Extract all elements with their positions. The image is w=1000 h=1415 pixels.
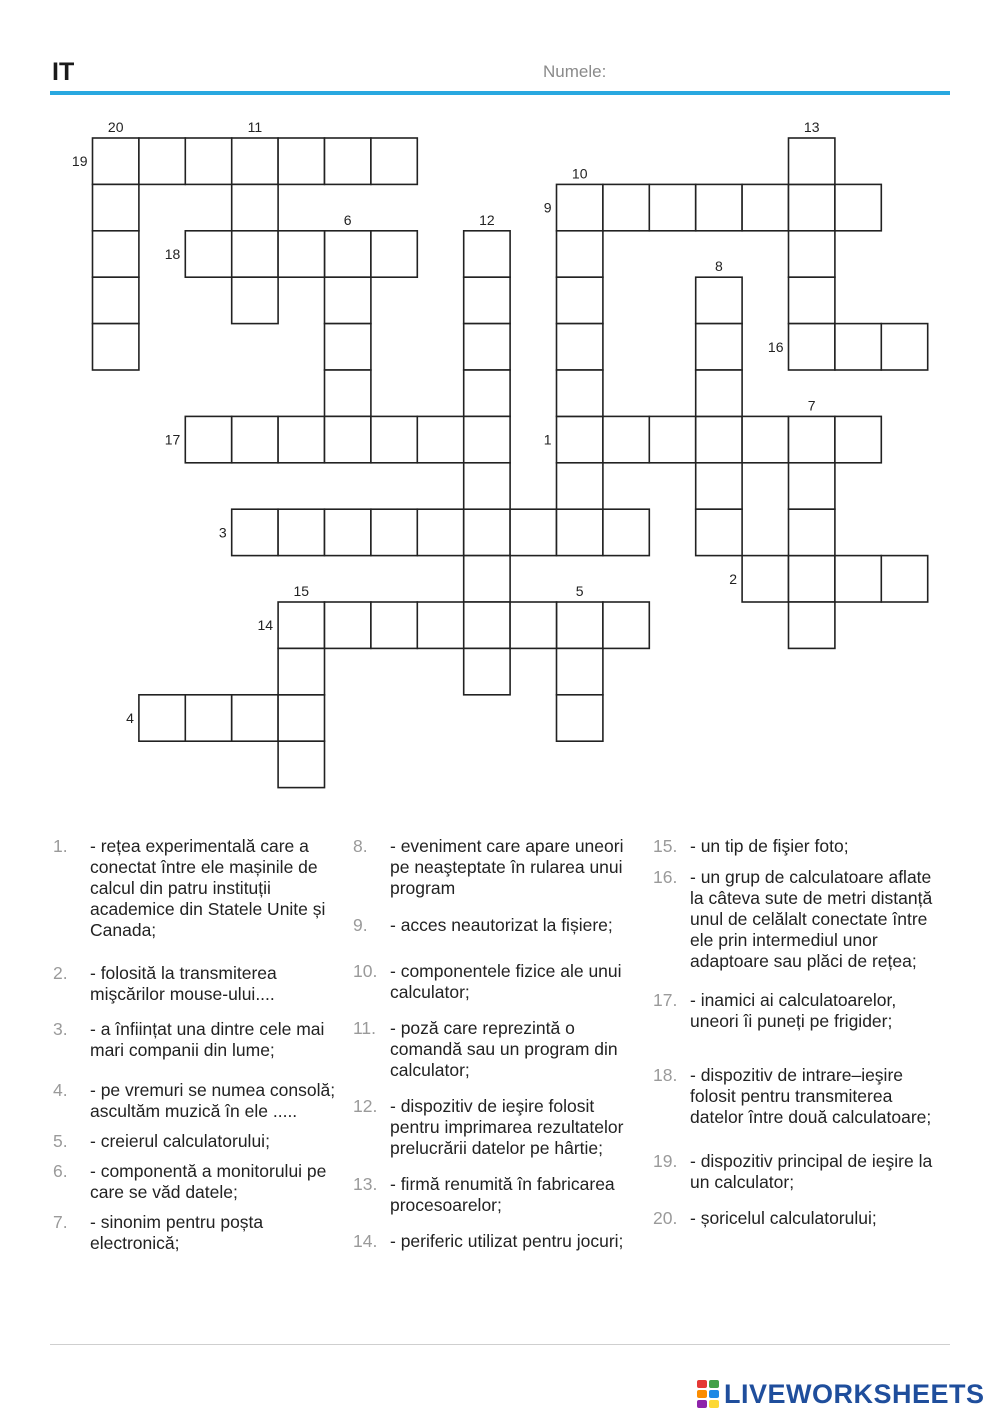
clue-number-16: 16 xyxy=(767,338,784,355)
crossword-cell[interactable] xyxy=(371,138,417,184)
crossword-cell[interactable] xyxy=(557,231,603,277)
crossword-cell[interactable] xyxy=(557,463,603,509)
crossword-cell[interactable] xyxy=(232,509,278,555)
crossword-cell[interactable] xyxy=(278,416,324,462)
clue-item-text: - șoricelul calculatorului; xyxy=(690,1208,877,1228)
clue-number-6: 6 xyxy=(343,211,352,228)
clue-number-19: 19 xyxy=(71,153,88,170)
crossword-cell[interactable] xyxy=(278,138,324,184)
clue-item-number: 16. xyxy=(653,867,678,887)
clue-item-number: 17. xyxy=(653,990,678,1010)
crossword-cell[interactable] xyxy=(696,463,742,509)
crossword-cell[interactable] xyxy=(603,509,649,555)
clue-item-text: - inamici ai calculatoarelor, uneori îi puneți pe frigider; xyxy=(690,990,897,1031)
crossword-cell[interactable] xyxy=(325,370,371,416)
clue-item-number: 2. xyxy=(53,963,68,983)
crossword-cell[interactable] xyxy=(139,138,185,184)
crossword-cell[interactable] xyxy=(93,277,139,323)
crossword-cell[interactable] xyxy=(93,324,139,370)
worksheet-title: IT xyxy=(52,58,75,86)
footer-divider xyxy=(50,1344,950,1345)
clue-number-18: 18 xyxy=(164,246,181,262)
clue-item-text: - dispozitiv principal de ieşire la un calculator; xyxy=(690,1151,933,1192)
crossword-cell[interactable] xyxy=(789,509,835,555)
clue-number-4: 4 xyxy=(126,710,134,726)
clue-item-text: - eveniment care apare uneori pe neaşteptate în rularea unui program xyxy=(390,836,624,898)
clue-item-number: 15. xyxy=(653,836,678,856)
clue-item-text: - a înființat una dintre cele mai mari companii din lume; xyxy=(90,1019,325,1060)
crossword-cell[interactable] xyxy=(649,184,695,230)
crossword-cell[interactable] xyxy=(232,184,278,230)
crossword-cell[interactable] xyxy=(278,741,324,787)
clue-number-12: 12 xyxy=(479,211,495,228)
crossword-cell[interactable] xyxy=(278,648,324,694)
clues-column-2 xyxy=(353,836,643,1252)
crossword-cell[interactable] xyxy=(510,602,556,648)
clue-item xyxy=(653,990,943,1032)
crossword-cell[interactable] xyxy=(742,556,788,602)
crossword-cell[interactable] xyxy=(835,556,881,602)
brand-logo[interactable] xyxy=(696,1377,985,1411)
clue-number-9: 9 xyxy=(543,199,552,216)
clue-item-text: - poză care reprezintă o comandă sau un program din calculator; xyxy=(390,1018,618,1080)
crossword-cell[interactable] xyxy=(232,277,278,323)
crossword-cell[interactable] xyxy=(557,370,603,416)
clue-item-number: 13. xyxy=(353,1174,378,1194)
crossword-cell[interactable] xyxy=(464,648,510,694)
clue-number-1: 1 xyxy=(543,431,552,448)
clue-item xyxy=(653,836,943,857)
crossword-cell[interactable] xyxy=(789,324,835,370)
clue-item xyxy=(53,963,343,1005)
crossword-cell[interactable] xyxy=(232,695,278,741)
clue-item-text: - periferic utilizat pentru jocuri; xyxy=(390,1231,624,1251)
crossword-cell[interactable] xyxy=(696,277,742,323)
clue-item-number: 18. xyxy=(653,1065,678,1085)
crossword-cell[interactable] xyxy=(464,556,510,602)
crossword-cell[interactable] xyxy=(557,416,603,462)
clue-item xyxy=(353,1174,643,1216)
crossword-cell[interactable] xyxy=(789,277,835,323)
clue-item xyxy=(653,867,943,972)
clue-item-number: 4. xyxy=(53,1080,68,1100)
crossword-cell[interactable] xyxy=(696,324,742,370)
brand-name: LIVEWORKSHEETS xyxy=(724,1378,985,1409)
clue-item xyxy=(653,1151,943,1193)
crossword-cell[interactable] xyxy=(464,324,510,370)
crossword-cell[interactable] xyxy=(557,509,603,555)
clue-item xyxy=(353,1231,643,1252)
clue-item-text: - un tip de fişier foto; xyxy=(690,836,849,856)
crossword-cell[interactable] xyxy=(603,184,649,230)
crossword-cell[interactable] xyxy=(417,416,463,462)
clue-item-number: 9. xyxy=(353,915,368,935)
crossword-cell[interactable] xyxy=(278,602,324,648)
crossword-cell[interactable] xyxy=(557,277,603,323)
clue-number-10: 10 xyxy=(571,165,588,182)
clue-number-8: 8 xyxy=(715,258,723,275)
clue-item-number: 12. xyxy=(353,1096,378,1116)
crossword-cell[interactable] xyxy=(185,695,231,741)
crossword-cell[interactable] xyxy=(789,416,835,462)
crossword-cell[interactable] xyxy=(139,695,185,741)
clue-number-3: 3 xyxy=(218,524,227,541)
clue-number-20: 20 xyxy=(107,119,124,135)
crossword-cell[interactable] xyxy=(464,231,510,277)
clue-item-text: - componentele fizice ale unui calculator; xyxy=(390,961,622,1002)
clue-item-number: 3. xyxy=(53,1019,68,1039)
clue-item-number: 7. xyxy=(53,1212,68,1232)
crossword-cell[interactable] xyxy=(93,138,139,184)
crossword-cell[interactable] xyxy=(789,231,835,277)
clue-item-text: - creierul calculatorului; xyxy=(90,1131,270,1151)
clue-number-13: 13 xyxy=(803,119,820,135)
clue-item-text: - pe vremuri se numea consolă; ascultăm muzică în ele ..... xyxy=(90,1080,336,1121)
crossword-cell[interactable] xyxy=(417,509,463,555)
crossword-cell[interactable] xyxy=(557,648,603,694)
crossword-cell[interactable] xyxy=(93,184,139,230)
crossword-cell[interactable] xyxy=(649,416,695,462)
clue-item-text: - rețea experimentală care a conectat între ele mașinile de calcul din patru instituții academice din Statele Unite și Canada; xyxy=(90,836,326,940)
clues-column-3 xyxy=(653,836,943,1229)
clue-item-text: - un grup de calculatoare aflate la câteva sute de metri distanță unul de celălalt conectate între ele prin intermediul unor adaptoare sau plăci de rețea; xyxy=(690,867,933,971)
crossword-cell[interactable] xyxy=(464,602,510,648)
clue-item xyxy=(353,1096,643,1159)
crossword-cell[interactable] xyxy=(557,695,603,741)
clue-item-number: 11. xyxy=(353,1018,377,1038)
crossword-cell[interactable] xyxy=(603,602,649,648)
clue-item-number: 10. xyxy=(353,961,378,981)
crossword-cell[interactable] xyxy=(603,416,649,462)
crossword-cell[interactable] xyxy=(835,184,881,230)
crossword-cell[interactable] xyxy=(278,231,324,277)
clue-number-5: 5 xyxy=(575,583,584,599)
crossword-cell[interactable] xyxy=(371,416,417,462)
clue-item xyxy=(353,961,643,1003)
clue-number-15: 15 xyxy=(293,583,310,599)
crossword-cell[interactable] xyxy=(696,416,742,462)
clue-item-number: 6. xyxy=(53,1161,68,1181)
clue-number-17: 17 xyxy=(164,431,181,448)
clue-number-11: 11 xyxy=(247,119,263,135)
name-label: Numele: xyxy=(543,62,607,81)
clue-item xyxy=(53,1080,343,1122)
clue-item-text: - dispozitiv de intrare–ieşire folosit pentru transmiterea datelor între două calculatoare; xyxy=(690,1065,932,1127)
clue-item xyxy=(53,1212,343,1254)
crossword-cell[interactable] xyxy=(742,416,788,462)
clue-item-text: - componentă a monitorului pe care se văd datele; xyxy=(90,1161,327,1202)
crossword-cell[interactable] xyxy=(325,138,371,184)
crossword-cell[interactable] xyxy=(464,277,510,323)
crossword-cell[interactable] xyxy=(278,695,324,741)
crossword-cell[interactable] xyxy=(185,231,231,277)
crossword-cell[interactable] xyxy=(696,184,742,230)
clue-item xyxy=(653,1065,943,1128)
crossword-cell[interactable] xyxy=(696,370,742,416)
crossword-cell[interactable] xyxy=(371,509,417,555)
crossword-cell[interactable] xyxy=(325,277,371,323)
crossword-cell[interactable] xyxy=(464,463,510,509)
crossword-cell[interactable] xyxy=(789,184,835,230)
crossword-cell[interactable] xyxy=(835,324,881,370)
crossword-cell[interactable] xyxy=(93,231,139,277)
crossword-cell[interactable] xyxy=(371,231,417,277)
clue-item xyxy=(353,1018,643,1081)
crossword-cell[interactable] xyxy=(325,602,371,648)
crossword-cell[interactable] xyxy=(789,602,835,648)
clue-number-7: 7 xyxy=(807,397,816,414)
clue-item-number: 20. xyxy=(653,1208,678,1228)
crossword-cell[interactable] xyxy=(325,231,371,277)
clue-item-number: 1. xyxy=(53,836,68,856)
crossword-cell[interactable] xyxy=(325,416,371,462)
clue-item xyxy=(53,1019,343,1061)
crossword-cell[interactable] xyxy=(835,416,881,462)
crossword-cell[interactable] xyxy=(464,370,510,416)
clue-item xyxy=(653,1208,943,1229)
clues-column-1 xyxy=(53,836,343,1254)
clue-item xyxy=(353,836,643,899)
crossword-cell[interactable] xyxy=(185,416,231,462)
crossword-cell[interactable] xyxy=(185,138,231,184)
clue-item-text: - dispozitiv de ieşire folosit pentru imprimarea rezultatelor prelucrării datelor pe hârtie; xyxy=(390,1096,624,1158)
crossword-cell[interactable] xyxy=(789,138,835,184)
clue-item-text: - sinonim pentru poșta electronică; xyxy=(90,1212,264,1253)
crossword-cell[interactable] xyxy=(789,463,835,509)
crossword-cell[interactable] xyxy=(881,324,927,370)
clue-item-number: 5. xyxy=(53,1131,68,1151)
clue-item-number: 19. xyxy=(653,1151,678,1171)
crossword-cell[interactable] xyxy=(881,556,927,602)
crossword-cell[interactable] xyxy=(464,509,510,555)
crossword-cell[interactable] xyxy=(325,324,371,370)
clue-item-text: - firmă renumită în fabricarea procesoarelor; xyxy=(390,1174,615,1215)
crossword-cell[interactable] xyxy=(232,416,278,462)
clue-item xyxy=(53,1131,343,1152)
liveworksheets-logo-icon xyxy=(696,1379,720,1409)
clue-item xyxy=(53,1161,343,1203)
crossword-cell[interactable] xyxy=(417,602,463,648)
crossword-cell[interactable] xyxy=(232,231,278,277)
clue-number-14: 14 xyxy=(257,617,274,634)
clue-item xyxy=(53,836,343,941)
crossword-cell[interactable] xyxy=(510,509,556,555)
crossword-cell[interactable] xyxy=(278,509,324,555)
crossword-cell[interactable] xyxy=(464,416,510,462)
crossword-cell[interactable] xyxy=(325,509,371,555)
crossword-cell[interactable] xyxy=(742,184,788,230)
clue-item-text: - acces neautorizat la fișiere; xyxy=(390,915,613,935)
clue-number-2: 2 xyxy=(729,570,738,587)
crossword-cell[interactable] xyxy=(696,509,742,555)
crossword-cell[interactable] xyxy=(557,184,603,230)
clue-item-number: 8. xyxy=(353,836,368,856)
crossword-cell[interactable] xyxy=(789,556,835,602)
crossword-cell[interactable] xyxy=(557,602,603,648)
clue-item-number: 14. xyxy=(353,1231,378,1251)
clue-item-text: - folosită la transmiterea mişcărilor mouse-ului.... xyxy=(90,963,277,1004)
clue-item xyxy=(353,915,643,936)
crossword-cell[interactable] xyxy=(232,138,278,184)
crossword-cell[interactable] xyxy=(557,324,603,370)
crossword-cell[interactable] xyxy=(371,602,417,648)
